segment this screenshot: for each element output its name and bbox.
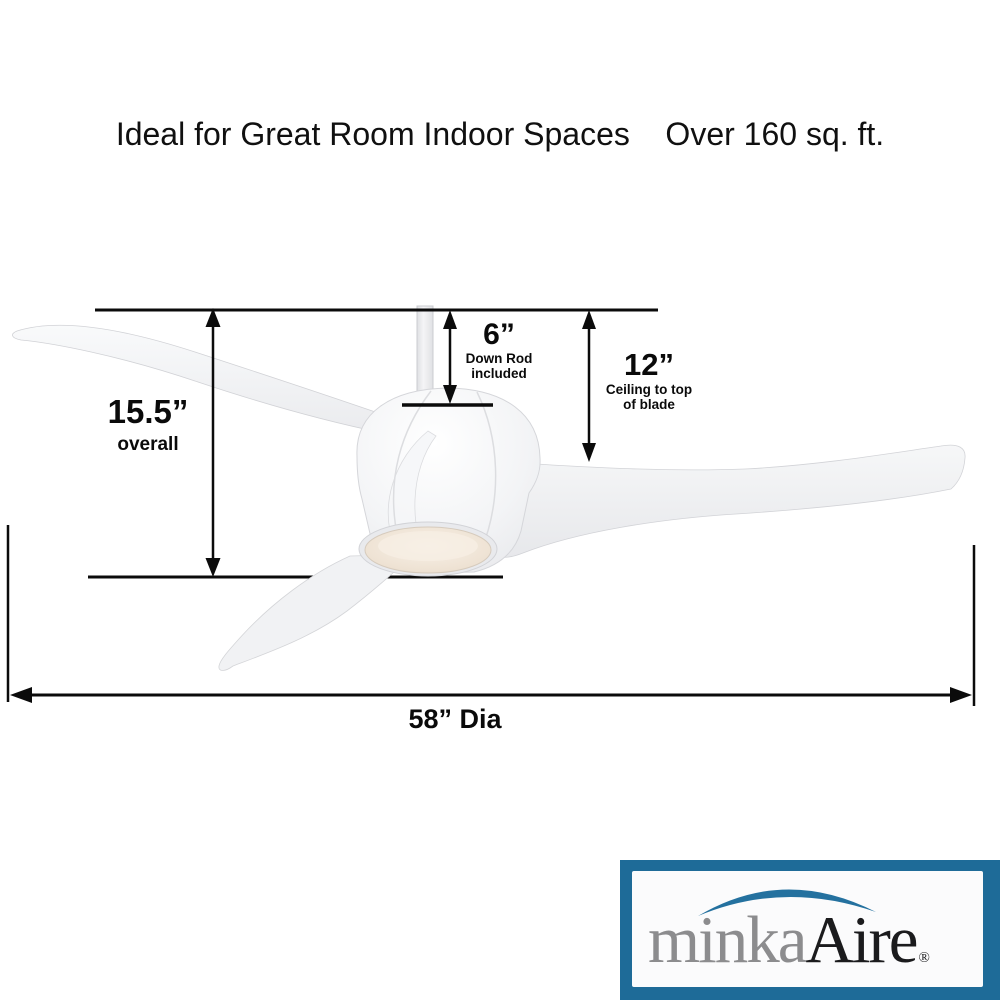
overall-caption: overall — [117, 434, 179, 455]
dimension-label-diameter — [355, 704, 555, 734]
ceiling-value: 12” — [624, 347, 674, 382]
page-title: Ideal for Great Room Indoor Spaces Over 160 sq. ft. — [115, 116, 885, 152]
overall-value: 15.5” — [107, 393, 189, 430]
logo-white-box — [632, 871, 983, 987]
diameter-value: 58” Dia — [408, 704, 502, 734]
registered-mark: ® — [918, 950, 930, 966]
logo-wordmark — [648, 903, 978, 991]
brand-aire: Aire — [805, 903, 917, 977]
brand-minka: minka — [648, 903, 806, 977]
ceiling-caption-2: of blade — [623, 397, 675, 412]
downrod-caption-1: Down Rod — [465, 351, 533, 366]
dimension-label-downrod — [452, 318, 546, 381]
downrod-value: 6” — [483, 318, 515, 351]
brand-logo — [620, 860, 1000, 1000]
dimension-label-overall — [83, 394, 213, 456]
ceiling-caption-1: Ceiling to top — [605, 382, 693, 397]
dimension-label-ceiling — [590, 348, 708, 412]
downrod-caption-2: included — [471, 366, 527, 381]
dim-diameter — [8, 525, 974, 706]
